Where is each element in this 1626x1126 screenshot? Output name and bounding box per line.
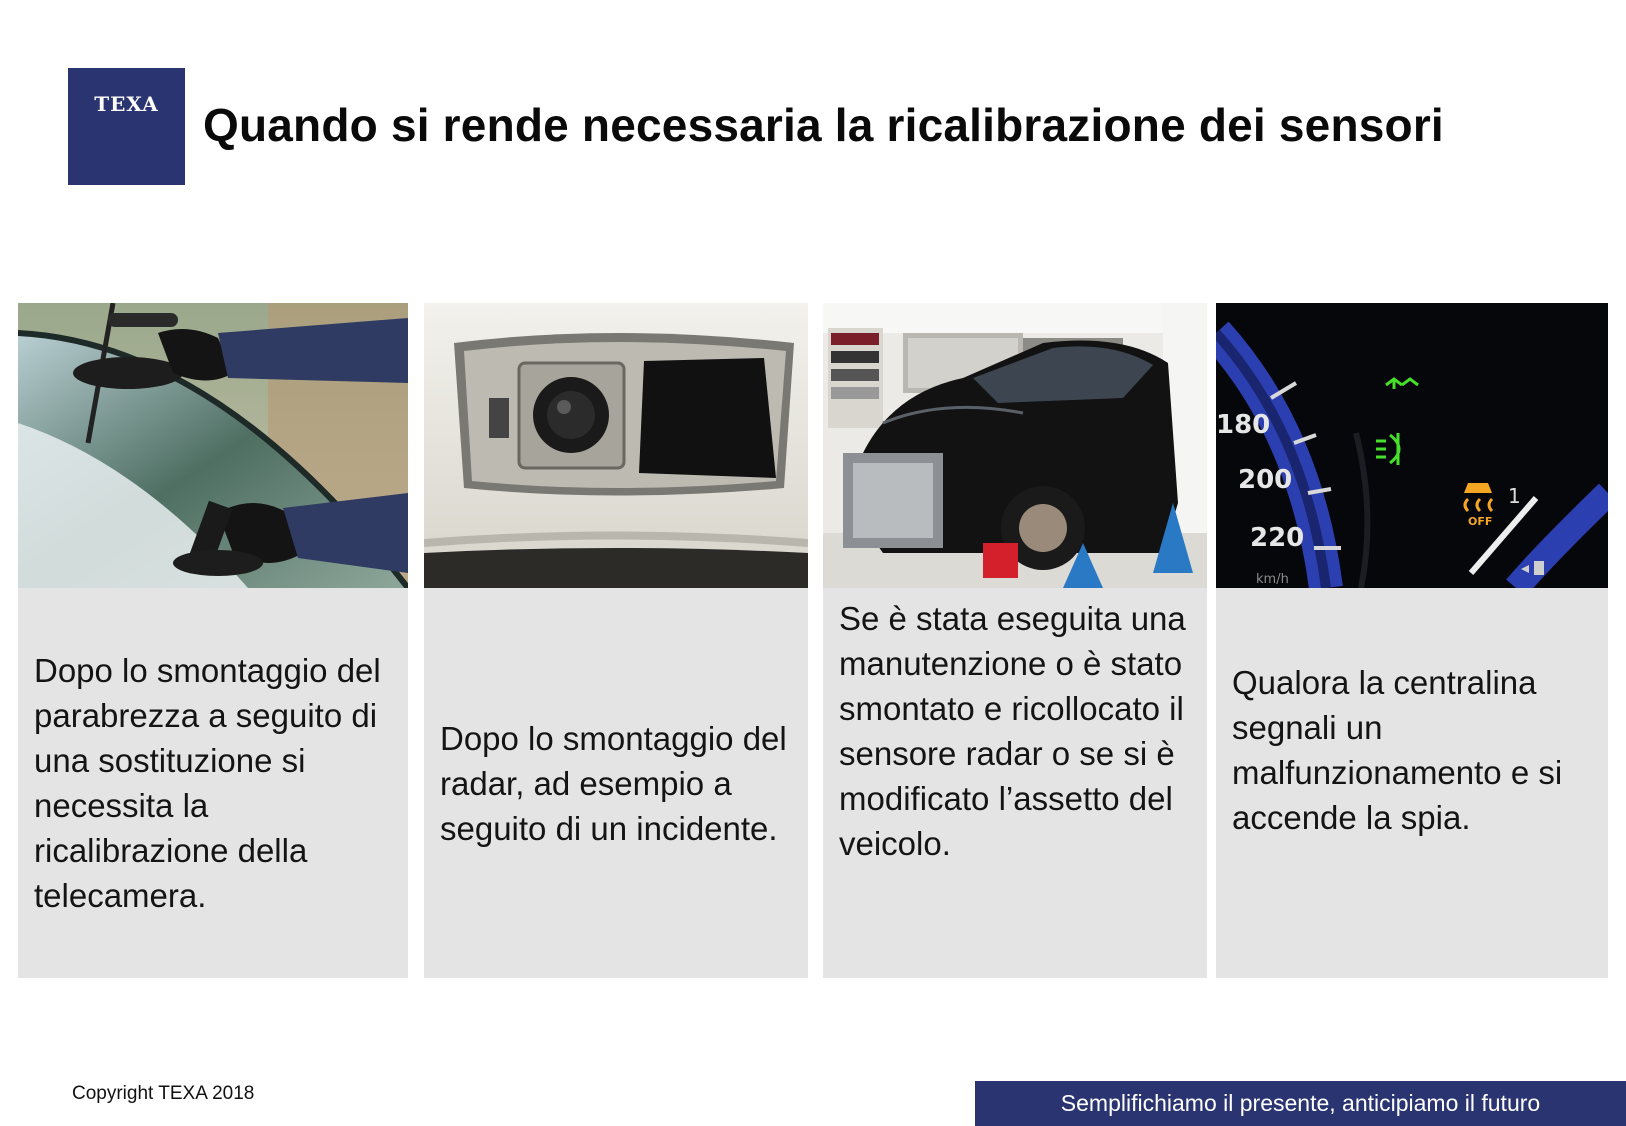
card-radar — [424, 303, 808, 978]
traction-off-label: OFF — [1468, 515, 1493, 528]
dashboard-photo — [1216, 303, 1608, 588]
texa-logo-text: TEXA — [94, 92, 159, 116]
card-windshield-text: Dopo lo smontaggio del parabrezza a seguito di una sostituzione si necessita la ricalibrazione della telecamera. — [34, 652, 381, 914]
card-radar-panel — [424, 588, 808, 978]
speed-unit-label: km/h — [1256, 572, 1289, 587]
card-dashboard — [1216, 303, 1608, 978]
speed-220-label: 220 — [1250, 523, 1305, 553]
tagline-text: Semplifichiamo il presente, anticipiamo il futuro — [1060, 1090, 1541, 1116]
copyright-text: Copyright TEXA 2018 — [72, 1083, 255, 1104]
card-dashboard-text: Qualora la centralina segnali un malfunzionamento e si accende la spia. — [1232, 664, 1563, 836]
speed-180-label: 180 — [1216, 410, 1271, 440]
tagline-bar — [975, 1081, 1626, 1126]
card-windshield — [18, 303, 408, 978]
card-windshield-panel — [18, 588, 408, 978]
card-car — [823, 303, 1207, 978]
texa-logo — [68, 68, 185, 185]
card-car-text: Se è stata eseguita una manutenzione o è stato smontato e ricollocato il sensore radar o se si è modificato l’assetto del veicolo. — [839, 600, 1186, 862]
card-dashboard-panel — [1216, 588, 1608, 978]
windshield-photo — [18, 303, 408, 588]
speed-200-label: 200 — [1238, 465, 1293, 495]
card-radar-text: Dopo lo smontaggio del radar, ad esempio a seguito di un incidente. — [440, 719, 787, 847]
needle-scale-label: 1 — [1508, 484, 1521, 508]
card-car-panel — [823, 588, 1207, 978]
radar-photo — [424, 303, 808, 588]
page-title: Quando si rende necessaria la ricalibrazione dei sensori — [203, 99, 1444, 151]
car-photo — [823, 303, 1207, 588]
